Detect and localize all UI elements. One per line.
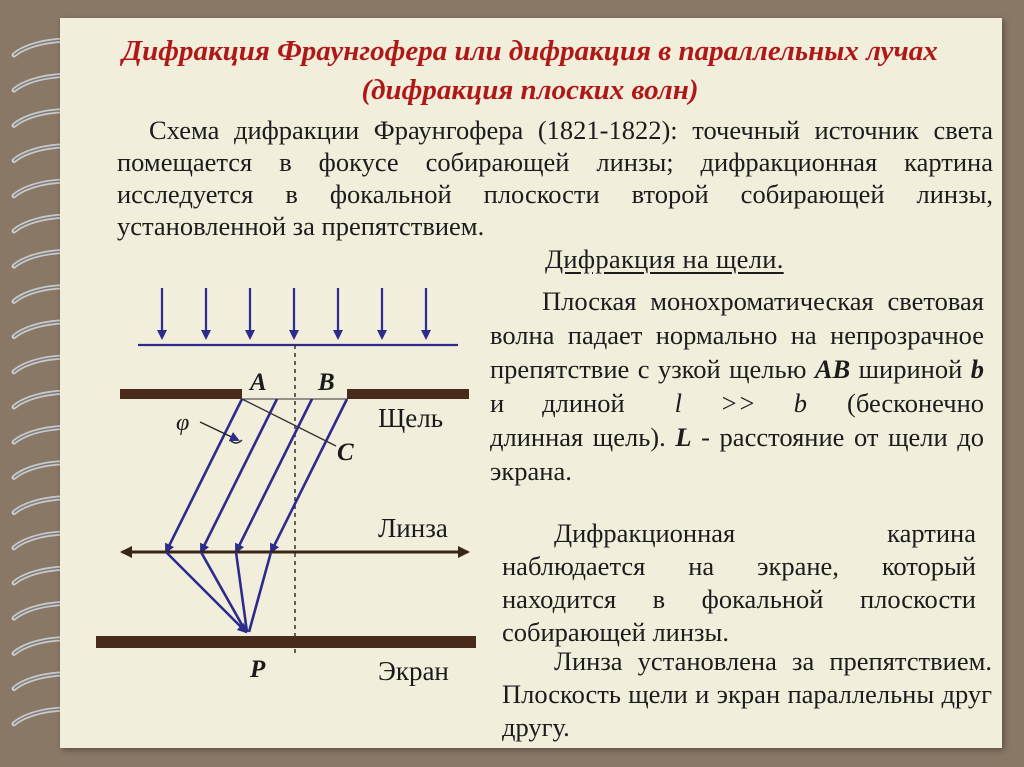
- slit-description-paragraph: Плоская монохроматическая световая волна падает нормально на непрозрачное препятствие с узкой щелью AB шириной b и длиной l >> b (бесконечно длинная щель). L - расстояние от щели до экрана.: [490, 286, 984, 486]
- symbol-L: L: [675, 422, 692, 452]
- label-A: A: [250, 369, 267, 396]
- screen-paragraph: Дифракционная картина наблюдается на экране, который находится в фокальной плоскости собирающей линзы.: [502, 518, 976, 647]
- intro-paragraph: Схема дифракции Фраунгофера (1821-1822): точечный источник света помещается в фокусе собирающей линзы; дифракционная картина исследуется в фокальной плоскости второй собирающей линзы, установленной за препятствием.: [117, 115, 993, 241]
- label-lens: Линза: [378, 513, 448, 543]
- angle-phi-arrow: [200, 422, 238, 440]
- page-title: Дифракция Фраунгофера или дифракция в параллельных лучах (дифракция плоских волн): [122, 35, 938, 106]
- incident-rays: [162, 288, 426, 338]
- screen-bar: [96, 636, 476, 648]
- slit-barrier-right: [347, 389, 469, 399]
- label-C: C: [337, 439, 354, 466]
- label-slit: Щель: [378, 403, 444, 433]
- symbol-AB: AB: [814, 354, 851, 384]
- symbol-b: b: [970, 354, 984, 384]
- slit-barrier-left: [120, 389, 242, 399]
- focused-rays: [166, 552, 271, 632]
- label-B: B: [318, 369, 335, 396]
- lens-paragraph: Линза установлена за препятствием. Плоскость щели и экран параллельны друг другу.: [502, 646, 992, 742]
- label-phi: φ: [176, 410, 190, 436]
- label-P: P: [250, 656, 266, 683]
- diffracted-rays: [166, 399, 347, 552]
- formula-l-much-greater-b: l >> b: [674, 388, 808, 418]
- section-subtitle: Дифракция на щели.: [545, 244, 784, 274]
- label-screen: Экран: [378, 656, 449, 686]
- angle-phi-arc: [230, 440, 242, 443]
